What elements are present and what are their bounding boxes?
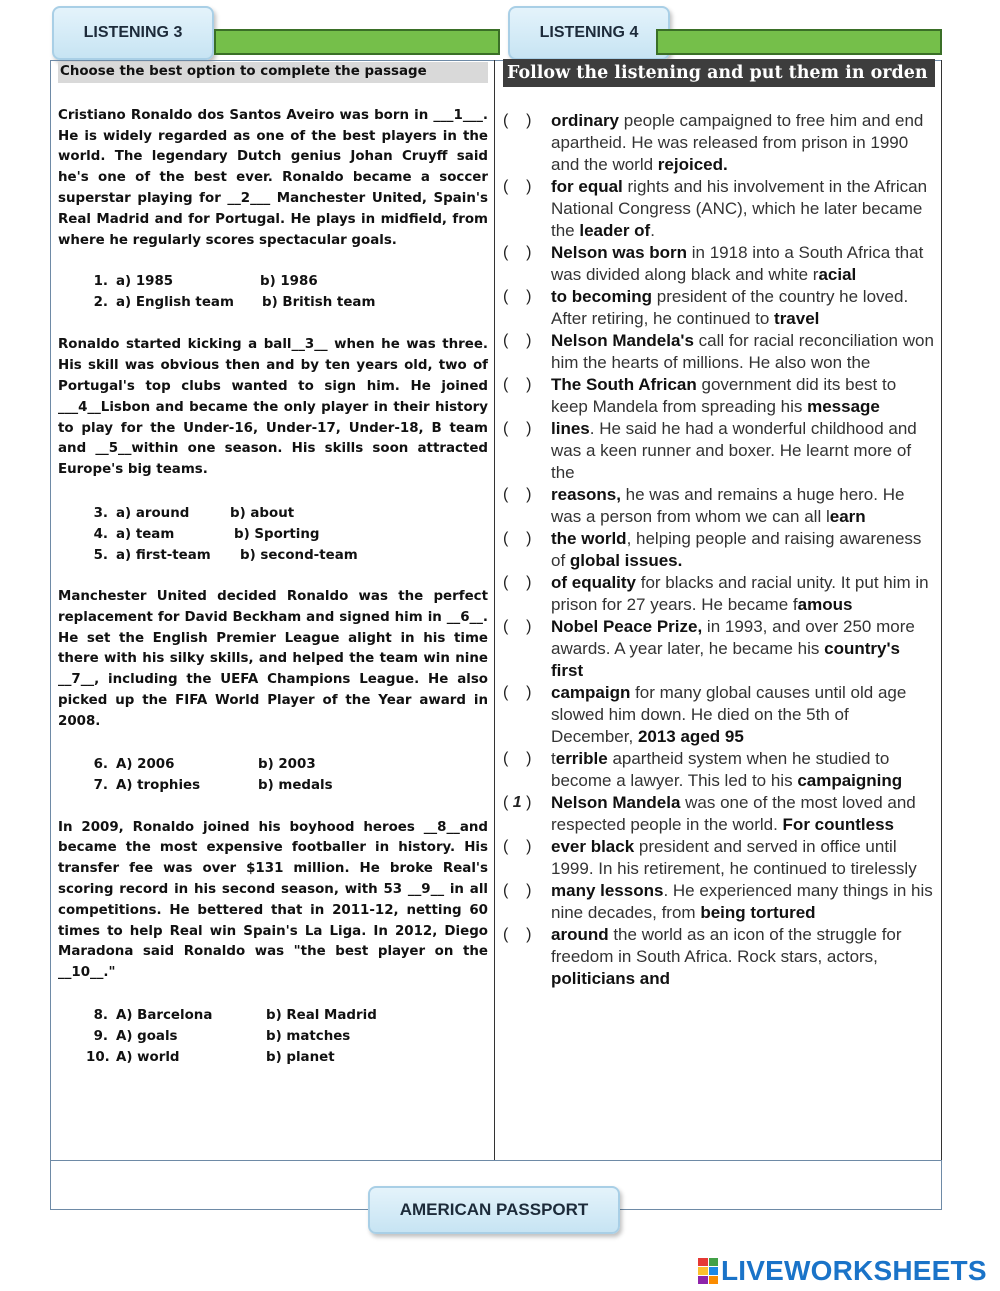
text-segment: call for racial reconciliation won him the hearts of millions. He also won the: [551, 331, 934, 372]
keyword: to becoming: [551, 287, 653, 306]
order-answer-box[interactable]: ( ): [503, 530, 532, 547]
keyword: the world: [551, 529, 627, 548]
keyword: amous: [797, 595, 853, 614]
keyword: reasons,: [551, 485, 621, 504]
passage-paragraph-3: Manchester United decided Ronaldo was the perfect replacement for David Beckham and signed him in __6__. He set the English Premier League alight in his time there with his silky skills, and helped the team win nine __7__, including the UEFA Champions League. He also picked up the FIFA World Player of the Year award in 2008.: [58, 588, 488, 729]
american-passport-label: AMERICAN PASSPORT: [368, 1186, 620, 1234]
order-answer-box[interactable]: ( ): [503, 332, 532, 349]
option-a[interactable]: A) trophies: [116, 777, 201, 793]
text-segment: apartheid system when he studied to become a lawyer. This led to his: [551, 749, 890, 790]
keyword: leader of: [579, 221, 651, 240]
ordering-item: [503, 176, 935, 242]
ordering-item: [503, 286, 935, 330]
text-segment: in 1993, and over 250 more awards. A year later, he became his: [551, 617, 915, 658]
ordering-item: [503, 836, 935, 880]
text-segment: for blacks and racial unity. It put him in prison for 27 years. He became f: [551, 573, 929, 614]
ordering-item: [503, 792, 935, 836]
option-row: [86, 525, 488, 546]
ordering-item-text: [551, 242, 935, 286]
order-answer-box[interactable]: ( ): [503, 486, 532, 503]
ordering-item-text: [551, 286, 935, 330]
order-answer-box[interactable]: ( ): [503, 288, 532, 305]
option-a[interactable]: A) goals: [116, 1028, 178, 1044]
ordering-item: [503, 924, 935, 990]
liveworksheets-logo: [698, 1255, 987, 1287]
text-segment: was one of the most loved and respected people in the world.: [551, 793, 916, 834]
option-a[interactable]: a) English team: [116, 295, 234, 311]
option-row: [86, 546, 488, 567]
passage-paragraph-1: Cristiano Ronaldo dos Santos Aveiro was born in ___1___. He is widely regarded as one of the best players in the world. The legendary Dutch genius Johan Cruyff said he's one of the best ever. Ronaldo became a soccer superstar playing for __2___ Manchester United, Spain's Real Madrid and for Portugal. He plays in midfield, from where he regularly scores spectacular goals.: [58, 107, 488, 248]
keyword: rejoiced.: [657, 155, 728, 174]
options-group-3: [86, 755, 488, 797]
right-border: [941, 60, 942, 1160]
text-segment: . He said he had a wonderful childhood and was a keen runner and boxer. He learnt more of the: [551, 419, 917, 482]
option-b[interactable]: b) matches: [266, 1028, 351, 1044]
option-row: [86, 1048, 488, 1069]
ordering-item-text: [551, 880, 935, 924]
order-answer-box[interactable]: ( ): [503, 618, 532, 635]
ordering-item: [503, 880, 935, 924]
keyword: lines: [551, 419, 590, 438]
ordering-item-text: [551, 484, 935, 528]
logo-text: LIVEWORKSHEETS: [721, 1255, 987, 1286]
passage-paragraph-4: In 2009, Ronaldo joined his boyhood heroes __8__and became the most expensive footballer in history. His transfer fee was over $131 million. He broke Real's scoring record in his second season, with 53 __9__ in all competitions. He bettered that in 2011-12, netting 60 times to help Real win Spain's La Liga. In 2012, Diego Maradona said Ronaldo was "the best player on the __10__.": [58, 819, 488, 981]
ordering-item-text: [551, 418, 935, 484]
keyword: campaign: [551, 683, 631, 702]
option-number: 6.: [93, 756, 108, 772]
column-divider: [494, 60, 495, 1160]
text-segment: the world as an icon of the struggle for freedom in South Africa. Rock stars, actors,: [551, 925, 902, 966]
option-row: [86, 504, 488, 525]
option-number: 9.: [93, 1028, 108, 1044]
keyword: country's first: [551, 639, 900, 680]
option-number: 5.: [93, 547, 108, 563]
ordering-item: [503, 484, 935, 528]
ordering-item-text: [551, 374, 935, 418]
option-a[interactable]: a) first-team: [116, 547, 211, 563]
option-b[interactable]: b) planet: [266, 1049, 335, 1065]
ordering-item-text: [551, 924, 935, 990]
text-segment: president of the country he loved. After retiring, he continued to: [551, 287, 909, 328]
ordering-item-text: [551, 528, 935, 572]
keyword: Nelson Mandela: [551, 793, 681, 812]
text-segment: . He experienced many things in his nine decades, from: [551, 881, 933, 922]
order-answer-box[interactable]: ( ): [503, 112, 532, 129]
passage-paragraph-2: Ronaldo started kicking a ball__3__ when he was three. His skill was obvious then and by ten years old, two of Portugal's top clubs wanted to sign him. He joined ___4__Lisbon and became the only player in their history to play for the Under-16, Under-17, Under-18, B team and __5__within one season. His skills soon attracted Europe's big teams.: [58, 337, 488, 478]
option-a[interactable]: a) around: [116, 505, 190, 521]
option-number: 2.: [93, 295, 108, 311]
logo-icon: [698, 1258, 718, 1284]
ordering-item: [503, 528, 935, 572]
ordering-item: [503, 616, 935, 682]
option-a[interactable]: a) 1985: [116, 274, 174, 290]
order-answer-box[interactable]: ( ): [503, 376, 532, 393]
keyword: 2013 aged 95: [637, 727, 744, 746]
ordering-item-text: [551, 176, 935, 242]
ordering-item: [503, 242, 935, 286]
option-row: [86, 272, 488, 293]
keyword: acial: [818, 265, 857, 284]
text-segment: , helping people and raising awareness of: [551, 529, 922, 570]
option-row: [86, 755, 488, 776]
text-segment: .: [650, 221, 655, 240]
bottom-border: [50, 1160, 942, 1161]
keyword: earn: [829, 507, 866, 526]
keyword: message: [807, 397, 880, 416]
keyword: Nobel Peace Prize,: [551, 617, 703, 636]
option-row: [86, 1027, 488, 1048]
keyword: global issues.: [569, 551, 683, 570]
option-b[interactable]: b) medals: [258, 777, 333, 793]
ordering-item: [503, 748, 935, 792]
keyword: campaigning: [797, 771, 903, 790]
ordering-item-text: [551, 836, 935, 880]
order-answer-box[interactable]: ( ): [503, 684, 532, 701]
keyword: The South African: [551, 375, 697, 394]
option-number: 4.: [93, 526, 108, 542]
option-b[interactable]: b) Sporting: [234, 526, 320, 542]
ordering-item-text: [551, 110, 935, 176]
ordering-item: [503, 374, 935, 418]
answer-bar-listening-3[interactable]: [214, 29, 500, 55]
keyword: ever black: [551, 837, 635, 856]
text-segment: government did its best to keep Mandela from spreading his: [551, 375, 897, 416]
order-answer-box[interactable]: ( 1 ): [503, 794, 532, 811]
option-a[interactable]: A) Barcelona: [116, 1007, 213, 1023]
ordering-item-text: [551, 572, 935, 616]
keyword: for equal: [551, 177, 623, 196]
keyword: Nelson Mandela's: [551, 331, 694, 350]
order-answer-box[interactable]: ( ): [503, 574, 532, 591]
option-a[interactable]: A) 2006: [116, 756, 175, 772]
option-number: 7.: [93, 777, 108, 793]
listening-4-heading: Follow the listening and put them in orden: [503, 59, 935, 87]
tab-listening-3: LISTENING 3: [52, 6, 214, 60]
ordering-item: [503, 572, 935, 616]
order-answer-box[interactable]: ( ): [503, 926, 532, 943]
option-number: 10.: [86, 1049, 110, 1065]
options-group-1: [86, 272, 488, 314]
order-answer-box[interactable]: ( ): [503, 178, 532, 195]
text-segment: he was and remains a huge hero. He was a person from whom we can all l: [551, 485, 905, 526]
option-a[interactable]: A) world: [116, 1049, 180, 1065]
option-a[interactable]: a) team: [116, 526, 175, 542]
order-answer-box[interactable]: ( ): [503, 244, 532, 261]
option-row: [86, 776, 488, 797]
keyword: around: [551, 925, 609, 944]
keyword: Nelson was born: [551, 243, 688, 262]
keyword: travel: [774, 309, 820, 328]
ordering-item: [503, 330, 935, 374]
order-answer-box[interactable]: ( ): [503, 420, 532, 437]
option-b[interactable]: b) second-team: [240, 547, 358, 563]
text-segment: t: [551, 749, 556, 768]
ordering-item: [503, 682, 935, 748]
keyword: of equality: [551, 573, 637, 592]
option-b[interactable]: b) about: [230, 505, 295, 521]
ordering-item-text: [551, 748, 935, 792]
keyword: For countless: [782, 815, 895, 834]
keyword: being tortured: [700, 903, 816, 922]
options-group-4: [86, 1006, 488, 1069]
option-b[interactable]: b) 1986: [260, 274, 318, 290]
ordering-list: [503, 110, 935, 990]
ordering-item-text: [551, 792, 935, 836]
instruction: Choose the best option to complete the passage: [58, 62, 488, 83]
keyword: many lessons: [551, 881, 664, 900]
option-row: [86, 293, 488, 314]
text-segment: rights and his involvement in the African National Congress (ANC), which he later became the: [551, 177, 928, 240]
option-number: 8.: [93, 1007, 108, 1023]
keyword: errible: [555, 749, 608, 768]
option-number: 3.: [93, 505, 108, 521]
listening-3-section: [58, 62, 488, 1069]
ordering-item: [503, 418, 935, 484]
option-number: 1.: [93, 274, 108, 290]
order-answer-box[interactable]: ( ): [503, 750, 532, 767]
option-b[interactable]: b) British team: [262, 295, 376, 311]
option-b[interactable]: b) 2003: [258, 756, 316, 772]
text-segment: people campaigned to free him and end apartheid. He was released from prison in 1990 and the world: [551, 111, 924, 174]
order-answer-box[interactable]: ( ): [503, 882, 532, 899]
text-segment: in 1918 into a South Africa that was divided along black and white r: [551, 243, 924, 284]
ordering-item-text: [551, 682, 935, 748]
keyword: politicians and: [551, 969, 671, 988]
option-row: [86, 1006, 488, 1027]
keyword: ordinary: [551, 111, 620, 130]
option-b[interactable]: b) Real Madrid: [266, 1007, 377, 1023]
ordering-item-text: [551, 330, 935, 374]
tab-listening-4: LISTENING 4: [508, 6, 670, 60]
text-segment: president and served in office until 1999. In his retirement, he continued to tirelessly: [551, 837, 917, 878]
text-segment: for many global causes until old age slowed him down. He died on the 5th of December,: [551, 683, 907, 746]
options-group-2: [86, 504, 488, 567]
order-answer-box[interactable]: ( ): [503, 838, 532, 855]
order-number: 1: [512, 794, 522, 811]
answer-bar-listening-4[interactable]: [656, 29, 942, 55]
ordering-item: [503, 110, 935, 176]
ordering-item-text: [551, 616, 935, 682]
